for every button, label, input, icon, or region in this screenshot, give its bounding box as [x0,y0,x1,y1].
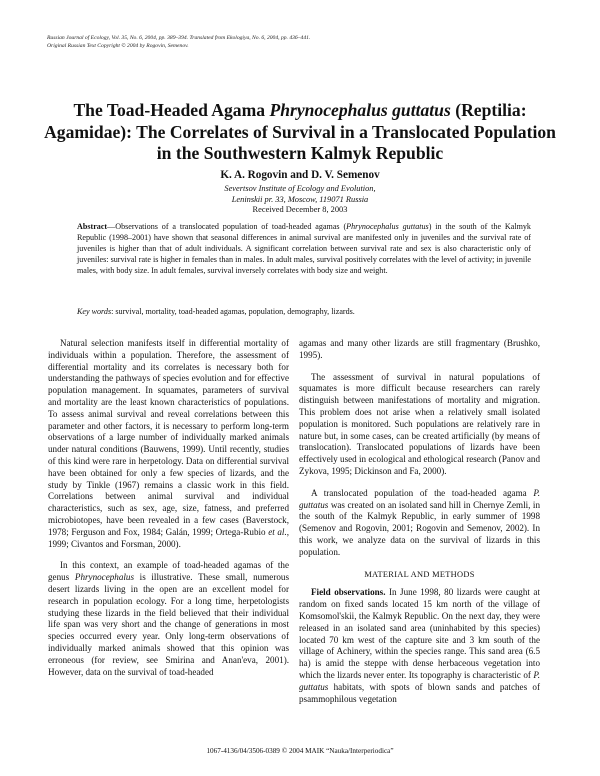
page-footer: 1067-4136/04/3506-0389 © 2004 MAIK “Nauka/Interperiodica” [206,747,394,755]
section-heading: MATERIAL AND METHODS [364,569,475,579]
keywords: Key words: survival, mortality, toad-headed agamas, population, demography, lizards. [77,307,355,316]
abstract: Abstract—Observations of a translocated population of toad-headed agamas (Phrynocephalus guttatus) in the south of the Kalmyk Republic (1998–2001) have shown that seasonal differences in animal survival are manifested only in juveniles and the survival rate of juveniles is higher than that of adult individuals. A significant correlation between survival rate and sex is also characteristic only of juveniles: survival rate is higher in females than in males. In adult males, survival positively correlates with the level of activity; in juvenile males, with body size. In adult females, survival inversely correlates with body size and weight. [77,222,531,275]
intro-paragraph-1: Natural selection manifests itself in differential mortality of individuals within a population. Therefore, the assessment of differential mortality and its correlates is necessary both for understanding the pathways of species evolution and for effective population management. In squamates, parameters of survival and mortality are the least known characteristics of populations. To assess animal survival and reveal correlations between this parameter and other factors, it is necessary to perform long-term observations of a large number of individually marked animals under natural conditions (Bauwens, 1999). Until recently, studies of this kind were rare in herpetology. Data on differential survival have been obtained for only a few species of lizards, and the study by Tinkle (1967) remains a classic work in this field. Correlations between animal survival and individual characteristics, such as sex, age, size, fatness, and preferred microbiotopes, have been revealed in a few cases (Baverstock, 1978; Ferguson and Fox, 1984; Galán, 1999; Ortega-Rubio et al., 1999; Civantos and Forsman, 2000). [48,338,289,549]
journal-header [47,34,557,50]
title-species: Phrynocephalus guttatus [269,100,451,120]
keywords-label: Key words [77,307,112,316]
received-date: Received December 8, 2003 [252,205,348,214]
affiliation: Severtsov Institute of Ecology and Evolution, Leninskii pr. 33, Moscow, 119071 Russia [224,184,376,204]
left-column [48,338,289,688]
right-column [299,338,540,715]
abstract-label: Abstract [77,222,108,231]
methods-paragraph-1: Field observations. In June 1998, 80 lizards were caught at random on fixed sands located 15 km north of the village of Komsomol'skii, the Kalmyk Republic. On the next day, they were released in an isolated sand area (uninhabited by this species) located 70 km west of the capture site and 3 km south of the village of Achinery, within the species range. This sand area (6.5 ha) is amid the steppe with dense herbaceous vegetation into which the lizards never enter. Its topography is characteristic of P. guttatus habitats, with spots of blown sands and patches of psammophilous vegetation [299,587,540,704]
intro-paragraph-4: A translocated population of the toad-headed agama P. guttatus was created on an isolated sand hill in Chernye Zemli, in the south of the Kalmyk Republic, in early summer of 1998 (Semenov and Rogovin, 2001; Rogovin and Semenov, 2002). In this work, we analyze data on the survival of lizards in this population. [299,487,540,557]
authors: K. A. Rogovin and D. V. Semenov [220,169,380,181]
copyright-line: Original Russian Text Copyright © 2004 by Rogovin, Semenov. [47,43,189,49]
subsection-label: Field observations. [311,587,386,598]
intro-paragraph-3: The assessment of survival in natural populations of squamates is more difficult because researchers can rarely distinguish between manifestations of mortality and migration. This problem does not arise when a relatively small isolated population is monitored. Such populations are relatively rare in nature but, in some cases, can be created artificially (by means of translocation). Translocated populations of lizards have been effectively used in ecological and ethological research (Panov and Zykova, 1995; Dickinson and Fa, 2000). [299,371,540,476]
intro-paragraph-continued: agamas and many other lizards are still fragmentary (Brushko, 1995). [299,338,540,360]
intro-paragraph-2: In this context, an example of toad-headed agamas of the genus Phrynocephalus is illustrative. These small, numerous desert lizards living in the open are an excellent model for research in population ecology. For a long time, herpetologists studying these lizards in the field believed that their individual life span was very short and the change of generations in most species occurred every year. Only long-term observations of individually marked animals showed that this opinion was erroneous (for review, see Smirina and Anan'eva, 2001). However, data on the survival of toad-headed [48,560,289,677]
paper-title: The Toad-Headed Agama Phrynocephalus guttatus (Reptilia: Agamidae): The Correlates of Survival in a Translocated Population in the Southwestern Kalmyk Republic [44,100,556,163]
journal-citation: Russian Journal of Ecology, Vol. 35, No. 6, 2004, pp. 389–394. Translated from Ekologiya, No. 6, 2004, pp. 436–441. [47,35,311,41]
